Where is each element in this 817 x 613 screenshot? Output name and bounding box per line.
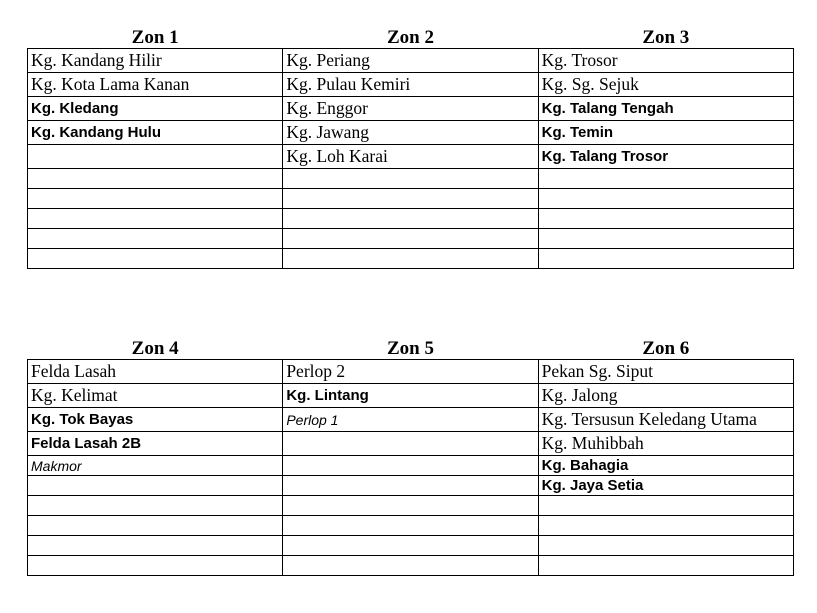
table-row — [28, 249, 794, 269]
village-cell: Perlop 1 — [283, 408, 538, 432]
village-cell: Kg. Talang Tengah — [538, 97, 793, 121]
village-cell: Kg. Kandang Hulu — [28, 121, 283, 145]
village-cell — [283, 169, 538, 189]
table-row — [28, 556, 794, 576]
village-cell: Felda Lasah — [28, 360, 283, 384]
zone-table-1-3 — [27, 27, 794, 269]
village-cell — [283, 556, 538, 576]
village-cell — [28, 229, 283, 249]
village-cell: Kg. Talang Trosor — [538, 145, 793, 169]
village-cell: Kg. Tok Bayas — [28, 408, 283, 432]
village-cell: Kg. Enggor — [283, 97, 538, 121]
village-cell: Makmor — [28, 456, 283, 476]
village-cell: Kg. Periang — [283, 49, 538, 73]
village-cell — [28, 145, 283, 169]
village-cell: Kg. Temin — [538, 121, 793, 145]
table-row — [28, 229, 794, 249]
table-row — [28, 121, 794, 145]
village-cell — [538, 189, 793, 209]
village-cell — [28, 189, 283, 209]
table-row — [28, 432, 794, 456]
table-row — [28, 496, 794, 516]
village-cell: Kg. Tersusun Keledang Utama — [538, 408, 793, 432]
village-cell — [28, 496, 283, 516]
village-cell: Kg. Trosor — [538, 49, 793, 73]
village-cell — [283, 476, 538, 496]
village-cell — [538, 209, 793, 229]
village-cell — [28, 209, 283, 229]
header-row — [28, 27, 794, 49]
village-cell: Kg. Lintang — [283, 384, 538, 408]
village-cell: Kg. Jawang — [283, 121, 538, 145]
village-cell — [538, 229, 793, 249]
zone-header: Zon 3 — [642, 27, 690, 48]
village-cell: Kg. Loh Karai — [283, 145, 538, 169]
zone-table-4-6 — [27, 338, 794, 576]
village-cell: Kg. Kandang Hilir — [28, 49, 283, 73]
village-cell: Kg. Jalong — [538, 384, 793, 408]
village-cell: Kg. Kelimat — [28, 384, 283, 408]
village-cell — [28, 536, 283, 556]
village-cell — [28, 556, 283, 576]
table-row — [28, 209, 794, 229]
table-row — [28, 49, 794, 73]
village-cell: Kg. Kledang — [28, 97, 283, 121]
village-cell: Felda Lasah 2B — [28, 432, 283, 456]
table-row — [28, 145, 794, 169]
village-cell: Kg. Muhibbah — [538, 432, 793, 456]
zone-header: Zon 2 — [386, 27, 434, 48]
village-cell: Kg. Kota Lama Kanan — [28, 73, 283, 97]
table-row — [28, 384, 794, 408]
village-cell — [538, 556, 793, 576]
village-cell — [28, 249, 283, 269]
zone-table-body — [28, 49, 794, 269]
header-row — [28, 338, 794, 360]
zone-header: Zon 5 — [386, 338, 434, 359]
village-cell — [538, 496, 793, 516]
zone-header: Zon 1 — [131, 27, 179, 48]
village-cell: Kg. Jaya Setia — [538, 476, 793, 496]
village-cell: Kg. Sg. Sejuk — [538, 73, 793, 97]
zone-table-body — [28, 360, 794, 576]
village-cell — [538, 169, 793, 189]
village-cell — [283, 229, 538, 249]
village-cell — [283, 432, 538, 456]
village-cell — [538, 516, 793, 536]
village-cell — [28, 516, 283, 536]
table-row — [28, 408, 794, 432]
zone-header: Zon 4 — [131, 338, 179, 359]
table-row — [28, 169, 794, 189]
table-row — [28, 97, 794, 121]
village-cell — [283, 456, 538, 476]
village-cell — [283, 189, 538, 209]
village-cell — [28, 169, 283, 189]
village-cell — [28, 476, 283, 496]
village-cell: Kg. Pulau Kemiri — [283, 73, 538, 97]
table-row — [28, 360, 794, 384]
village-cell — [538, 249, 793, 269]
table-row — [28, 456, 794, 476]
village-cell — [283, 536, 538, 556]
table-row — [28, 189, 794, 209]
table-row — [28, 536, 794, 556]
village-cell: Pekan Sg. Siput — [538, 360, 793, 384]
village-cell — [283, 496, 538, 516]
village-cell — [283, 249, 538, 269]
village-cell — [283, 516, 538, 536]
table-row — [28, 73, 794, 97]
village-cell — [283, 209, 538, 229]
village-cell — [538, 536, 793, 556]
table-row — [28, 516, 794, 536]
zone-header: Zon 6 — [642, 338, 690, 359]
village-cell: Kg. Bahagia — [538, 456, 793, 476]
table-row — [28, 476, 794, 496]
village-cell: Perlop 2 — [283, 360, 538, 384]
